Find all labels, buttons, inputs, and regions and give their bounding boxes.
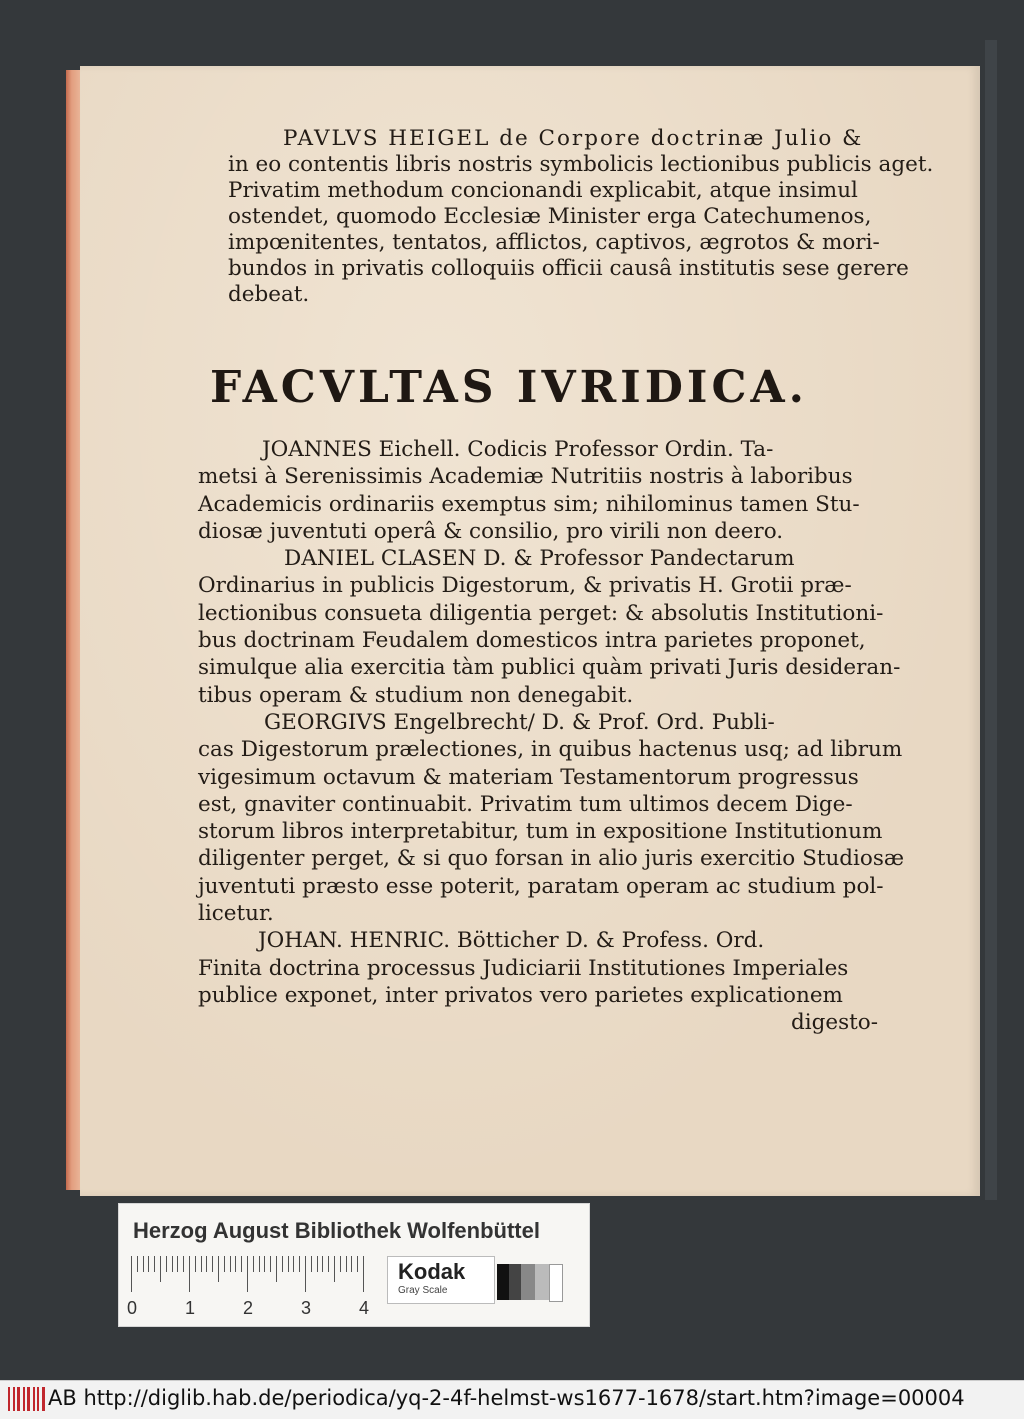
color-reference-card bbox=[118, 1203, 590, 1327]
ruler-tick bbox=[351, 1256, 352, 1272]
ruler-tick bbox=[293, 1256, 294, 1272]
ruler-tick bbox=[328, 1256, 329, 1272]
ruler-tick bbox=[247, 1256, 248, 1292]
ruler-number: 2 bbox=[243, 1298, 254, 1318]
ruler-tick bbox=[189, 1256, 190, 1292]
text-line: in eo contentis libris nostris symbolicis lectionibus publicis aget. bbox=[228, 152, 934, 177]
ruler-tick bbox=[160, 1256, 161, 1282]
ruler-number: 1 bbox=[185, 1298, 196, 1318]
ruler-tick bbox=[253, 1256, 254, 1272]
ruler-number: 3 bbox=[301, 1298, 312, 1318]
source-url[interactable] bbox=[48, 1386, 965, 1410]
ruler-tick bbox=[131, 1256, 132, 1292]
gray-swatches bbox=[497, 1264, 561, 1300]
ruler-tick bbox=[317, 1256, 318, 1272]
ruler-tick bbox=[299, 1256, 300, 1272]
ruler-tick bbox=[270, 1256, 271, 1272]
ruler-tick bbox=[143, 1256, 144, 1272]
ruler-tick bbox=[357, 1256, 358, 1272]
text-line: Ordinarius in publicis Digestorum, & privatis H. Grotii præ- bbox=[198, 573, 852, 599]
text-line: lectionibus consueta diligentia perget: & absolutis Institutioni- bbox=[198, 600, 884, 626]
text-line: Privatim methodum concionandi explicabit, atque insimul bbox=[228, 178, 858, 203]
ruler-tick bbox=[340, 1256, 341, 1272]
ruler-tick bbox=[224, 1256, 225, 1272]
ruler-tick bbox=[346, 1256, 347, 1272]
section-law-text bbox=[198, 436, 908, 1037]
gray-scale-label: Gray Scale bbox=[398, 1285, 448, 1296]
library-name: Herzog August Bibliothek Wolfenbüttel bbox=[133, 1218, 540, 1243]
ruler-tick bbox=[322, 1256, 323, 1272]
ruler-tick bbox=[311, 1256, 312, 1272]
ruler-tick bbox=[282, 1256, 283, 1272]
ruler-tick bbox=[183, 1256, 184, 1272]
text-line: bus doctrinam Feudalem domesticos intra parietes proponet, bbox=[198, 628, 866, 654]
ruler-tick bbox=[201, 1256, 202, 1272]
text-line: simulque alia exercitia tàm publici quàm privati Juris desideran- bbox=[198, 655, 901, 681]
url-prefix: AB bbox=[48, 1386, 77, 1410]
next-page-edge bbox=[985, 40, 997, 1200]
text-line: debeat. bbox=[228, 282, 310, 307]
text-line: impœnitentes, tentatos, afflictos, captivos, ægrotos & mori- bbox=[228, 230, 880, 255]
ruler-tick bbox=[177, 1256, 178, 1272]
url-link[interactable]: http://diglib.hab.de/periodica/yq-2-4f-helmst-ws1677-1678/start.htm?image=00004 bbox=[83, 1386, 965, 1410]
ruler-tick bbox=[172, 1256, 173, 1272]
text-line: tibus operam & studium non denegabit. bbox=[198, 682, 634, 708]
ruler-tick bbox=[241, 1256, 242, 1272]
text-line: ostendet, quomodo Ecclesiæ Minister erga Catechumenos, bbox=[228, 204, 872, 229]
text-line: diligenter perget, & si quo forsan in alio juris exercitio Studiosæ bbox=[198, 846, 905, 872]
text-line: JOHAN. HENRIC. Bötticher D. & Profess. Ord. bbox=[258, 928, 765, 954]
ruler-tick bbox=[259, 1256, 260, 1272]
text-line: GEORGIVS Engelbrecht/ D. & Prof. Ord. Publi- bbox=[264, 709, 775, 735]
ruler-tick bbox=[212, 1256, 213, 1272]
ruler-tick bbox=[154, 1256, 155, 1272]
text-line: licetur. bbox=[198, 901, 274, 927]
ruler-number: 0 bbox=[127, 1298, 138, 1318]
text-line: Finita doctrina processus Judiciarii Institutiones Imperiales bbox=[198, 955, 849, 981]
text-line: JOANNES Eichell. Codicis Professor Ordin. Ta- bbox=[262, 437, 774, 462]
text-line: juventuti præsto esse poterit, paratam operam ac studium pol- bbox=[198, 873, 884, 899]
text-line: storum libros interpretabitur, tum in expositione Institutionum bbox=[198, 819, 883, 845]
faculty-heading: FACVLTAS IVRIDICA. bbox=[210, 362, 808, 413]
ruler-tick bbox=[276, 1256, 277, 1282]
kodak-brand: Kodak bbox=[398, 1259, 466, 1284]
text-line: metsi à Serenissimis Academiæ Nutritiis nostris à laboribus bbox=[198, 464, 853, 490]
ruler-tick bbox=[288, 1256, 289, 1272]
text-line: DANIEL CLASEN D. & Professor Pandectarum bbox=[284, 546, 795, 572]
ruler-tick bbox=[230, 1256, 231, 1272]
text-line: Academicis ordinariis exemptus sim; nihilominus tamen Stu- bbox=[198, 491, 860, 517]
ruler-tick bbox=[137, 1256, 138, 1272]
ruler-tick bbox=[218, 1256, 219, 1282]
ruler-tick bbox=[305, 1256, 306, 1292]
text-line: vigesimum octavum & materiam Testamentorum progressus bbox=[198, 764, 859, 790]
ruler-tick bbox=[334, 1256, 335, 1282]
text-line: publice exponet, inter privatos vero parietes explicationem bbox=[198, 982, 843, 1008]
ruler-tick bbox=[195, 1256, 196, 1272]
ruler-tick bbox=[264, 1256, 265, 1272]
text-line: PAVLVS HEIGEL de Corpore doctrinæ Julio & bbox=[283, 126, 864, 151]
ruler-number: 4 bbox=[359, 1298, 370, 1318]
page-edge-stack bbox=[66, 70, 80, 1190]
ruler-tick bbox=[166, 1256, 167, 1272]
text-line: diosæ juventuti operâ & consilio, pro virili non deero. bbox=[198, 518, 784, 544]
ruler-tick bbox=[206, 1256, 207, 1272]
catchword: digesto- bbox=[790, 1010, 878, 1036]
kodak-label bbox=[387, 1256, 495, 1304]
ruler-tick bbox=[363, 1256, 364, 1292]
text-line: cas Digestorum prælectiones, in quibus hactenus usq; ad librum bbox=[198, 737, 903, 763]
ruler-tick bbox=[235, 1256, 236, 1272]
ruler-tick bbox=[148, 1256, 149, 1272]
ruler bbox=[131, 1256, 381, 1296]
text-line: bundos in privatis colloquiis officii causâ institutis sese gerere bbox=[228, 256, 909, 281]
text-line: est, gnaviter continuabit. Privatim tum ultimos decem Dige- bbox=[198, 791, 853, 817]
section-theology-text bbox=[228, 126, 934, 308]
footer-bar bbox=[0, 1380, 1024, 1419]
barcode-icon bbox=[8, 1387, 48, 1411]
